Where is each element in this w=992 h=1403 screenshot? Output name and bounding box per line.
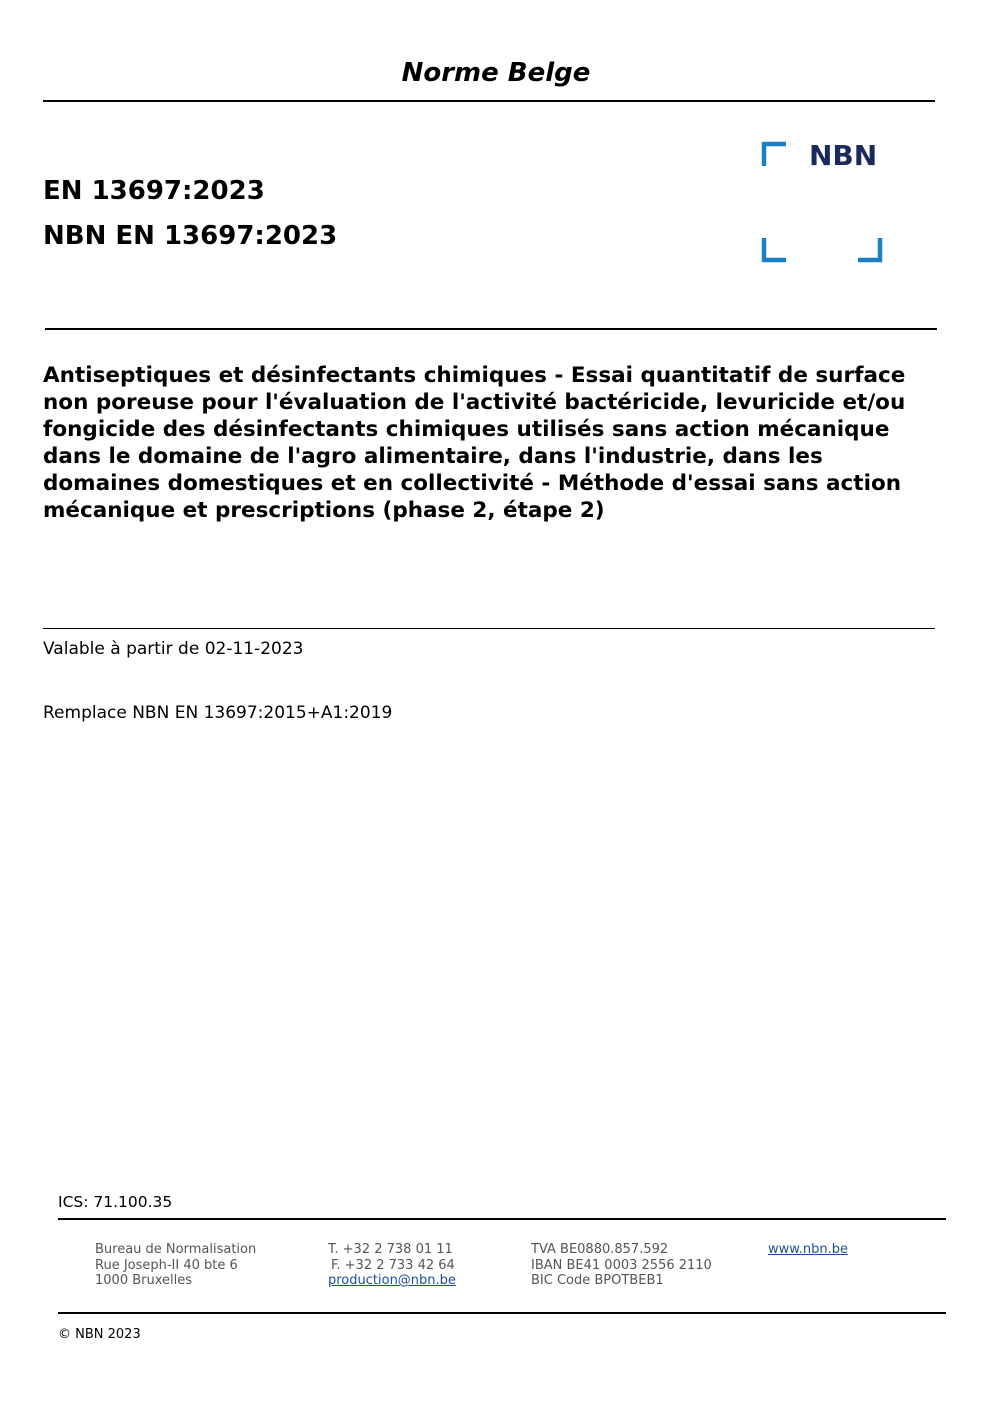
nbn-logo [760,140,886,264]
email-link[interactable]: production@nbn.be [328,1273,456,1288]
vat-number: TVA BE0880.857.592 [531,1242,669,1257]
logo-text: NBN [809,140,878,172]
copyright: © NBN 2023 [58,1327,141,1342]
logo-bracket-bottom-right [858,238,880,260]
address-line: Rue Joseph-II 40 bte 6 [95,1257,238,1273]
address-line: 1000 Bruxelles [95,1273,193,1288]
iban-number: IBAN BE41 0003 2556 2110 [531,1257,712,1273]
replaces: Remplace NBN EN 13697:2015+A1:2019 [43,703,393,723]
phone-number: T. +32 2 738 01 11 [328,1242,453,1257]
address-line: Bureau de Normalisation [95,1242,257,1257]
footer-top-divider [58,1218,946,1220]
logo-bracket-bottom-left [764,238,786,260]
footer-bank [531,1242,712,1289]
valid-from: Valable à partir de 02-11-2023 [43,639,304,659]
page-header-title: Norme Belge [401,58,591,88]
nbn-standard-number: NBN EN 13697:2023 [43,221,338,251]
footer-web [768,1242,848,1258]
logo-bracket-top-left [764,144,786,166]
footer-bottom-divider [58,1312,946,1314]
ics-code: ICS: 71.100.35 [58,1193,173,1211]
title-bottom-divider [43,628,935,629]
website-link[interactable]: www.nbn.be [768,1242,848,1257]
fax-number: F. +32 2 733 42 64 [331,1257,455,1273]
bic-code: BIC Code BPOTBEB1 [531,1273,664,1288]
document-title: Antiseptiques et désinfectants chimiques - Essai quantitatif de surface non poreuse pour l'évaluation de l'activité bactéricide, levuricide et/ou fongicide des désinfectants chimiques utilisés sans action mécanique dans le domaine de l'agro alimentaire, dans l'industrie, dans les domaines domestiques et en collectivité - Méthode d'essai sans action mécanique et prescriptions (phase 2, étape 2) [43,363,906,523]
en-standard-number: EN 13697:2023 [43,176,265,206]
footer-address [95,1242,256,1289]
header-divider [43,100,935,102]
title-top-divider [45,328,937,330]
footer-contact [328,1242,456,1289]
